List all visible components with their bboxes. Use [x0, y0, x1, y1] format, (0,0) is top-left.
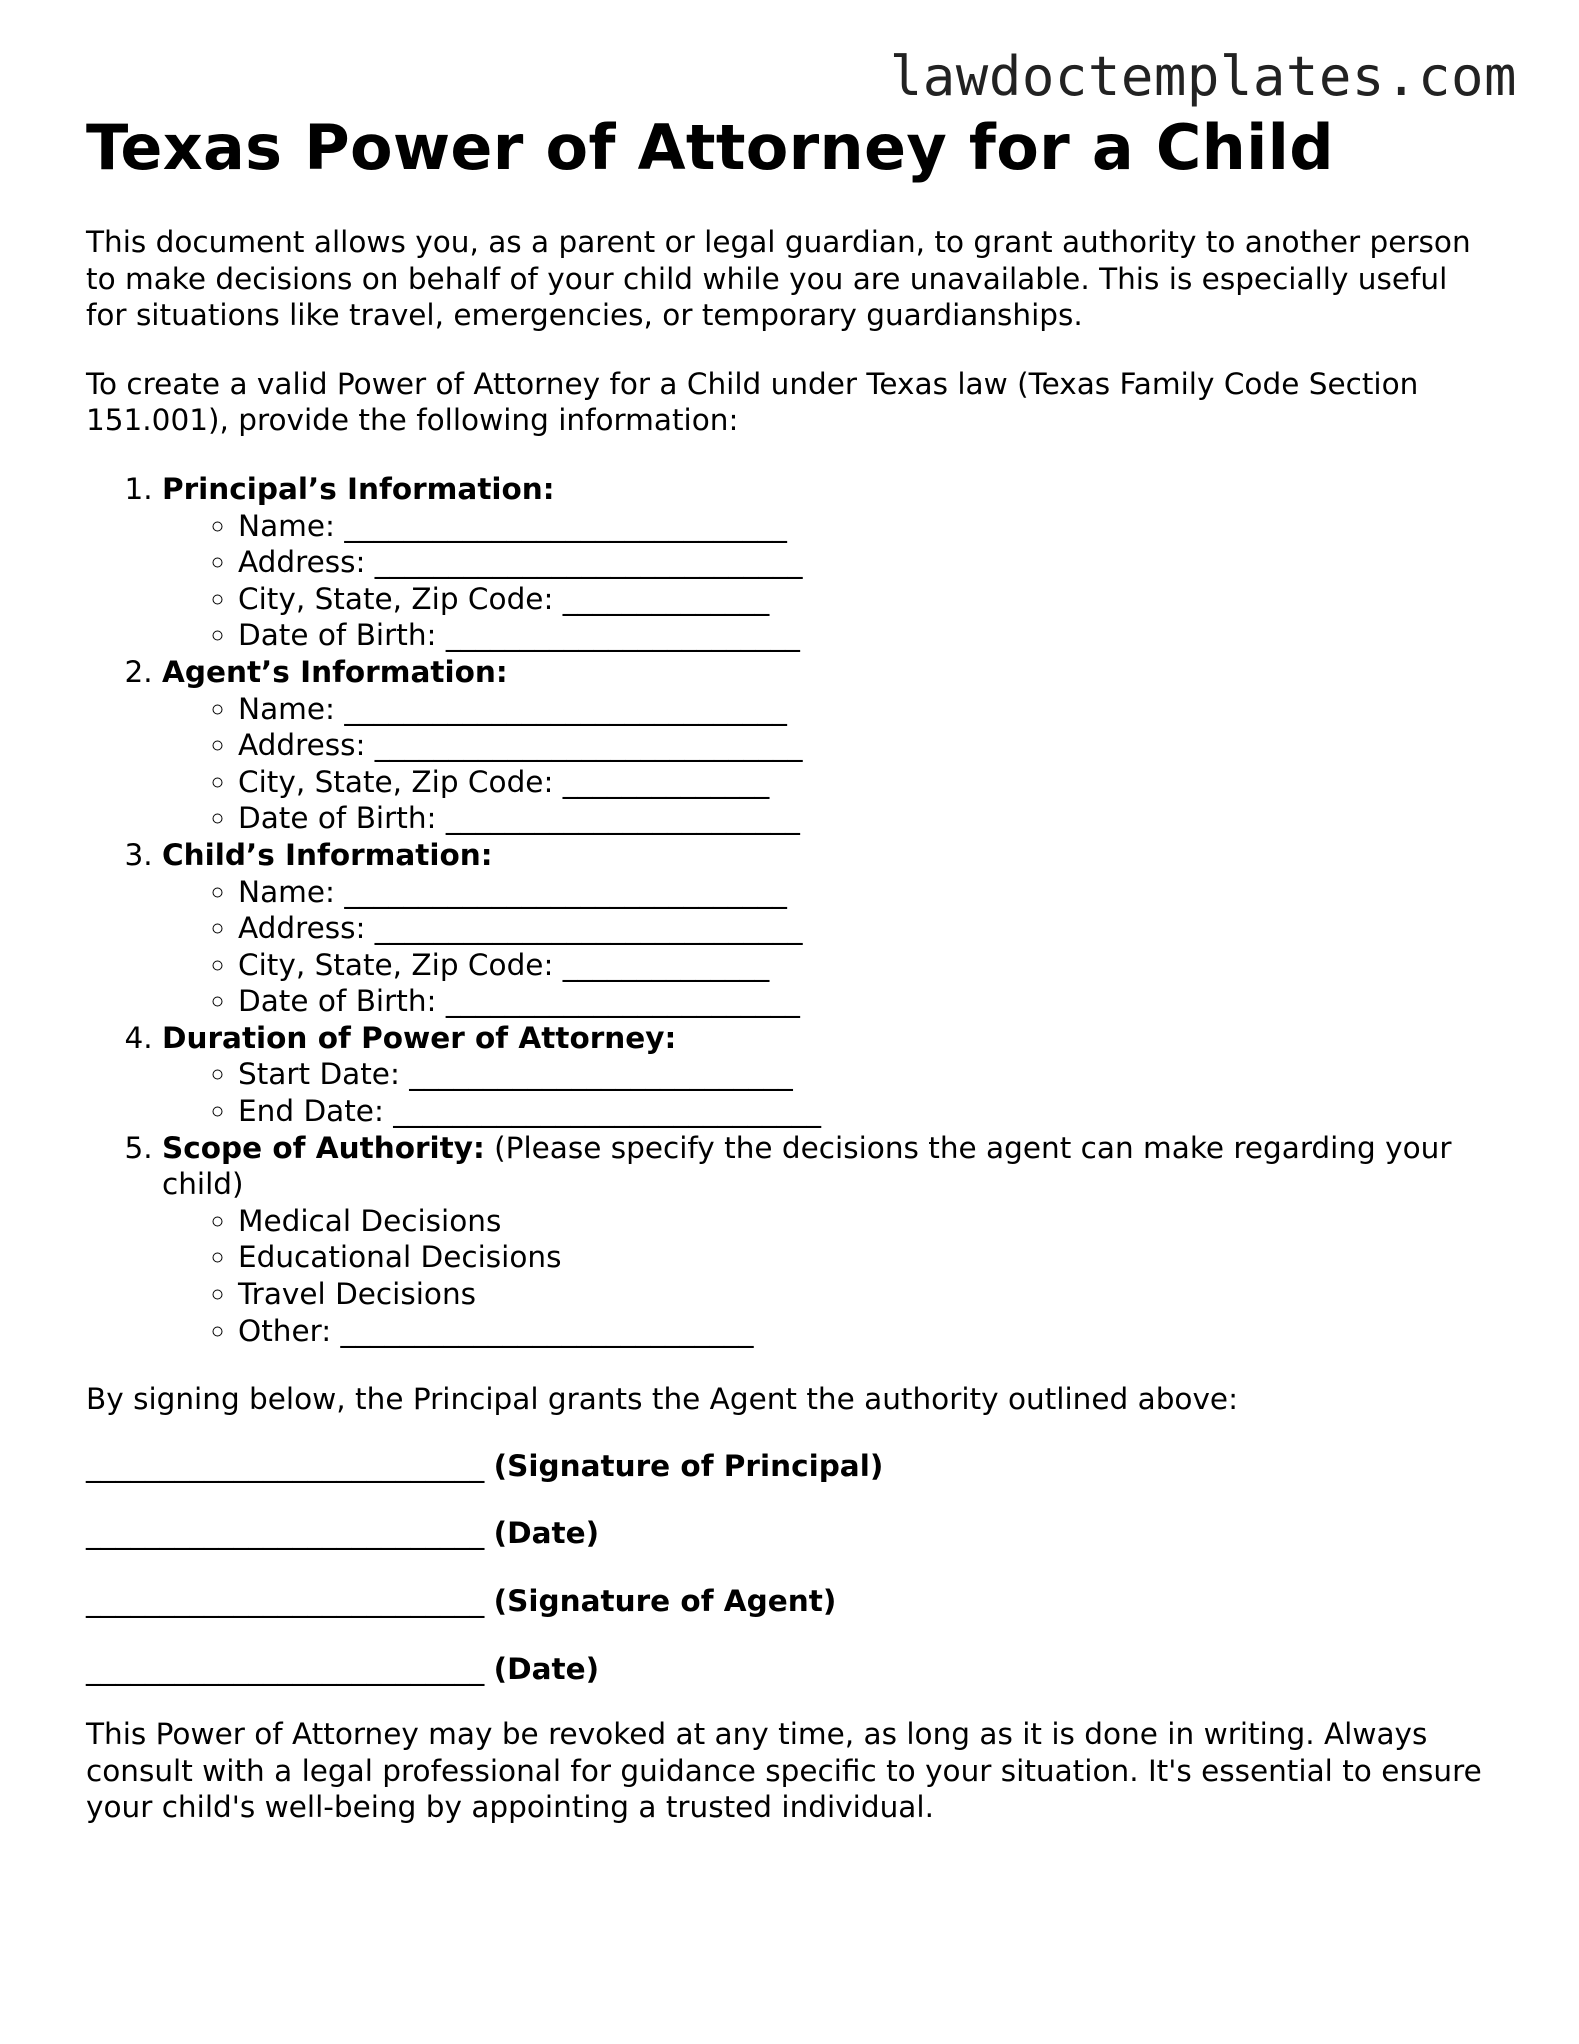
other-decisions-field: ◦ Other: ____________________________ — [238, 1313, 1496, 1350]
intro-paragraph: This document allows you, as a parent or legal guardian, to grant authority to another person to make decisions on behalf of your child while you are unavailable. This is especially useful for situations like travel, emergencies, or temporary guardianships. — [86, 225, 1471, 333]
section-note: (Please specify the decisions the agent can make regarding your child) — [162, 1130, 1452, 1202]
name-field: ◦ Name: ______________________________ — [238, 874, 1496, 911]
section-title: Duration of Power of Attorney: — [162, 1020, 677, 1055]
city-state-zip-field: ◦ City, State, Zip Code: ______________ — [238, 764, 1496, 801]
principal-signature-line — [86, 1448, 1496, 1485]
signature-blank: ___________________________ — [86, 1448, 485, 1483]
signing-statement: By signing below, the Principal grants the Agent the authority outlined above: — [86, 1382, 1239, 1417]
end-date-field: ◦ End Date: _____________________________ — [238, 1093, 1496, 1130]
date-blank: ___________________________ — [86, 1516, 485, 1551]
section-principal-information — [162, 471, 1496, 654]
field-list — [162, 691, 1496, 837]
travel-decisions-item: ◦ Travel Decisions — [238, 1276, 1496, 1313]
date-of-birth-field: ◦ Date of Birth: ________________________ — [238, 983, 1496, 1020]
section-scope-of-authority — [162, 1130, 1496, 1350]
educational-decisions-item: ◦ Educational Decisions — [238, 1239, 1496, 1276]
signature-label: (Signature of Agent) — [493, 1584, 837, 1618]
section-agent-information — [162, 654, 1496, 837]
field-list — [162, 1203, 1496, 1349]
instructions-paragraph: To create a valid Power of Attorney for a Child under Texas law (Texas Family Code Section 151.001), provide the following information: — [86, 366, 1419, 438]
section-duration — [162, 1020, 1496, 1130]
field-list — [162, 508, 1496, 654]
date-blank: ___________________________ — [86, 1651, 485, 1686]
agent-signature-line — [86, 1583, 1496, 1620]
section-child-information — [162, 837, 1496, 1020]
date-label: (Date) — [493, 1651, 600, 1686]
document-page — [86, 110, 1496, 1826]
agent-date-line — [86, 1651, 1496, 1688]
address-field: ◦ Address: _____________________________ — [238, 544, 1496, 581]
section-title: Scope of Authority: — [162, 1130, 485, 1165]
date-of-birth-field: ◦ Date of Birth: ________________________ — [238, 800, 1496, 837]
field-list — [162, 874, 1496, 1020]
start-date-field: ◦ Start Date: __________________________ — [238, 1056, 1496, 1093]
city-state-zip-field: ◦ City, State, Zip Code: ______________ — [238, 947, 1496, 984]
section-title: Agent’s Information: — [162, 654, 508, 689]
date-of-birth-field: ◦ Date of Birth: ________________________ — [238, 617, 1496, 654]
medical-decisions-item: ◦ Medical Decisions — [238, 1203, 1496, 1240]
revocation-note: This Power of Attorney may be revoked at any time, as long as it is done in writing. Always consult with a legal professional for guidance specific to your situation. It's essential to ensure your child's well-being by appointing a trusted individual. — [86, 1717, 1482, 1825]
date-label: (Date) — [493, 1516, 600, 1551]
principal-date-line — [86, 1515, 1496, 1552]
name-field: ◦ Name: ______________________________ — [238, 691, 1496, 728]
address-field: ◦ Address: _____________________________ — [238, 727, 1496, 764]
site-watermark: lawdoctemplates.com — [889, 45, 1517, 108]
signature-blank: ___________________________ — [86, 1584, 485, 1618]
signature-block — [86, 1448, 1496, 1687]
section-title: Principal’s Information: — [162, 471, 555, 506]
name-field: ◦ Name: ______________________________ — [238, 508, 1496, 545]
address-field: ◦ Address: _____________________________ — [238, 910, 1496, 947]
information-sections-list — [86, 471, 1496, 1349]
section-title: Child’s Information: — [162, 837, 493, 872]
city-state-zip-field: ◦ City, State, Zip Code: ______________ — [238, 581, 1496, 618]
signature-label: (Signature of Principal) — [493, 1448, 884, 1483]
field-list — [162, 1056, 1496, 1129]
document-title: Texas Power of Attorney for a Child — [86, 111, 1334, 184]
